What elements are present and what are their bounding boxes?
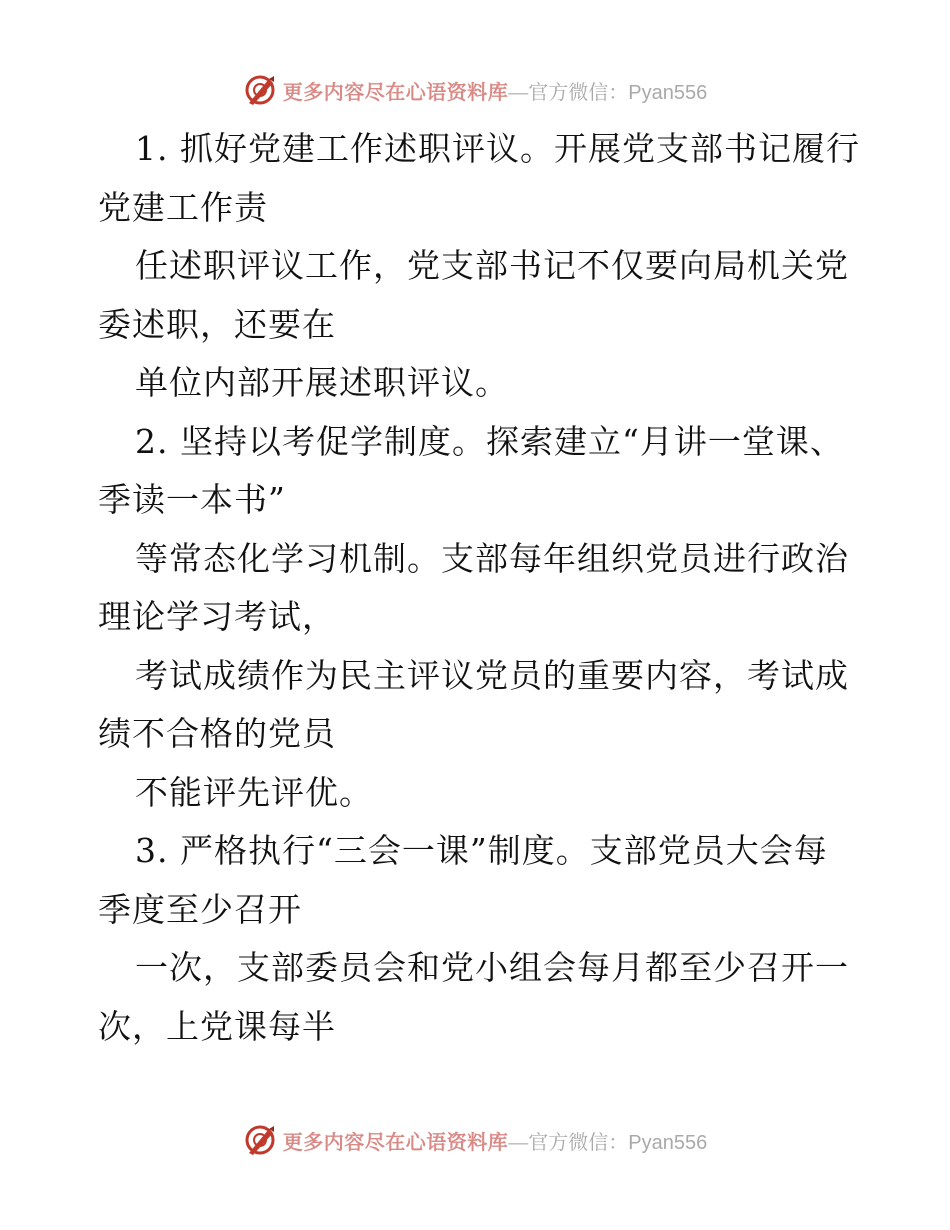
text-line: 次，上党课每半 [98, 1006, 336, 1046]
text-line: 单位内部开展述职评议。 [135, 363, 509, 402]
text-line: 一次，支部委员会和党小组会每月都至少召开一 [135, 948, 849, 987]
text-line: 季读一本书” [98, 480, 286, 519]
text-line: 绩不合格的党员 [98, 714, 336, 753]
pen-logo-icon [243, 1123, 277, 1157]
banner-sub-text: 官方微信： [528, 79, 629, 104]
text-line: 理论学习考试， [98, 597, 336, 636]
text-line: 1. 抓好党建工作述职评议。开展党支部书记履行 [135, 129, 860, 168]
text-line: 3. 严格执行“三会一课”制度。支部党员大会每 [135, 831, 828, 870]
text-line: 不能评先评优。 [135, 772, 373, 812]
text-line: 2. 坚持以考促学制度。探索建立“月讲一堂课、 [135, 421, 844, 461]
text-line: 考试成绩作为民主评议党员的重要内容，考试成 [135, 655, 849, 695]
footer-banner [0, 1120, 950, 1160]
banner-sub-text: 官方微信： [528, 1129, 629, 1154]
document-body [98, 120, 858, 1056]
banner-text [283, 76, 707, 105]
banner-dash: — [508, 1131, 529, 1154]
banner-dash: — [508, 81, 529, 104]
text-line: 任述职评议工作，党支部书记不仅要向局机关党 [135, 246, 849, 285]
banner-main-text: 更多内容尽在心语资料库 [282, 79, 509, 104]
banner-main-text: 更多内容尽在心语资料库 [282, 1129, 509, 1154]
header-banner [0, 70, 950, 110]
text-line: 等常态化学习机制。支部每年组织党员进行政治 [135, 538, 849, 578]
pen-logo-icon [243, 73, 277, 107]
text-line: 委述职，还要在 [98, 304, 336, 344]
banner-account-id: Pyan556 [628, 1131, 708, 1154]
banner-account-id: Pyan556 [628, 81, 708, 104]
text-line: 党建工作责 [98, 187, 268, 227]
text-line: 季度至少召开 [98, 889, 302, 929]
banner-text [283, 1126, 707, 1155]
